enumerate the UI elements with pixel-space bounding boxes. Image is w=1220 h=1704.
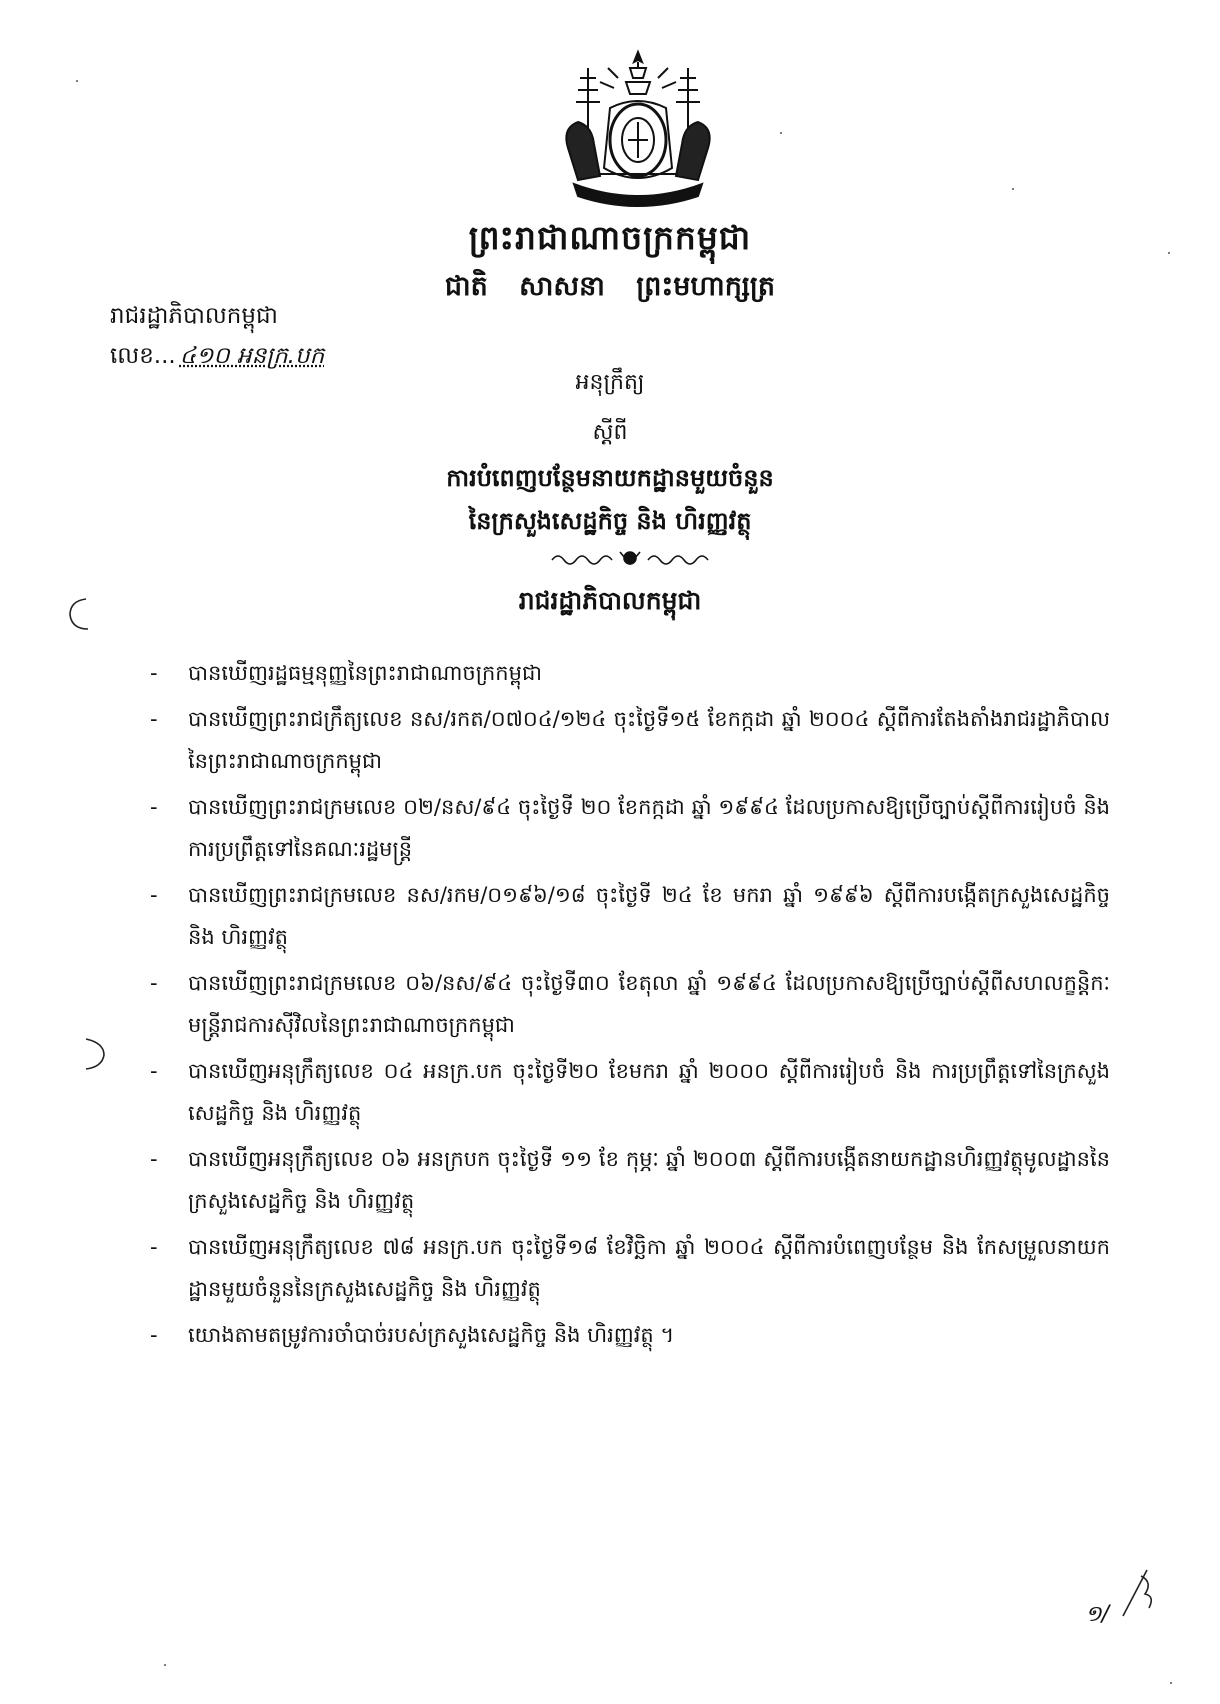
considerations-list — [150, 652, 1110, 1360]
bullet-dash: - — [150, 661, 158, 685]
consideration-text: បានឃើញព្រះរាជក្រមលេខ នស/រកម/០១៩៦/១៨ ចុះថ្ងៃទី ២៤ ខែ មករា ឆ្នាំ ១៩៩៦ ស្តីពីការបង្កើតក្រសួងសេដ្ឋកិច្ច និង ហិរញ្ញវត្ថុ — [188, 883, 1110, 949]
list-item — [150, 652, 1110, 694]
about-label: ស្តីពី — [592, 420, 628, 445]
royal-coat-of-arms-emblem — [548, 48, 728, 213]
kingdom-heading: ព្រះរាជាណាចក្រកម្ពុជា — [468, 218, 752, 257]
list-item — [150, 962, 1110, 1046]
bullet-dash: - — [150, 1323, 158, 1347]
scan-speck — [1170, 1682, 1172, 1684]
consideration-text: យោងតាមតម្រូវការចាំបាច់របស់ក្រសួងសេដ្ឋកិច្ច និង ហិរញ្ញវត្ថុ ។ — [188, 1323, 675, 1347]
reference-number: ៤១០ អនក្រ.បក — [179, 343, 325, 369]
scan-speck — [76, 80, 78, 82]
consideration-text: បានឃើញព្រះរាជក្រឹត្យលេខ នស/រកត/០៧០៤/១២៤ ចុះថ្ងៃទី១៥ ខែកក្កដា ឆ្នាំ ២០០៤ ស្តីពីការតែងតាំងរាជរដ្ឋាភិបាលនៃព្រះរាជាណាចក្រកម្ពុជា — [188, 707, 1110, 773]
subject-line-1: ការបំពេញបន្ថែមនាយកដ្ឋានមួយចំនួន — [446, 464, 774, 492]
consideration-text: បានឃើញអនុក្រឹត្យលេខ ០៤ អនក្រ.បក ចុះថ្ងៃទី២០ ខែមករា ឆ្នាំ ២០០០ ស្តីពីការរៀបចំ និង ការប្រព្រឹត្តទៅនៃក្រសួងសេដ្ឋកិច្ច និង ហិរញ្ញវត្ថុ — [188, 1059, 1110, 1125]
list-item — [150, 874, 1110, 958]
consideration-text: បានឃើញព្រះរាជក្រមលេខ ០៦/នស/៩៤ ចុះថ្ងៃទី៣០ ខែតុលា ឆ្នាំ ១៩៩៤ ដែលប្រកាសឱ្យប្រើច្បាប់ស្តីពីសហលក្ខន្តិកៈមន្ត្រីរាជការស៊ីវិលនៃព្រះរាជាណាចក្រកម្ពុជា — [188, 971, 1110, 1037]
list-item — [150, 786, 1110, 870]
list-item — [150, 1050, 1110, 1134]
punch-hole-mark — [76, 1035, 112, 1073]
scan-speck — [1012, 188, 1014, 190]
page-number-mark: ១/ — [1085, 1602, 1110, 1627]
bullet-dash: - — [150, 1147, 158, 1171]
punch-hole-mark — [64, 595, 100, 633]
scan-speck — [1168, 252, 1170, 254]
reference-label: លេខ... — [110, 343, 176, 369]
bullet-dash: - — [150, 971, 158, 995]
consideration-text: បានឃើញរដ្ឋធម្មនុញ្ញនៃព្រះរាជាណាចក្រកម្ពុជា — [188, 661, 542, 685]
issuing-government-label: រាជរដ្ឋាភិបាលកម្ពុជា — [110, 303, 278, 329]
consideration-text: បានឃើញអនុក្រឹត្យលេខ ៧៨ អនក្រ.បក ចុះថ្ងៃទី១៨ ខែវិច្ឆិកា ឆ្នាំ ២០០៤ ស្តីពីការបំពេញបន្ថែម និង កែសម្រួលនាយកដ្ឋានមួយចំនួននៃក្រសួងសេដ្ឋកិច្ច និង ហិរញ្ញវត្ថុ — [188, 1235, 1110, 1301]
bullet-dash: - — [150, 883, 158, 907]
national-motto: ជាតិ សាសនា ព្រះមហាក្សត្រ — [444, 271, 776, 302]
scan-speck — [164, 1664, 166, 1666]
issuer-heading: រាជរដ្ឋាភិបាលកម្ពុជា — [518, 586, 702, 615]
document-type: អនុក្រឹត្យ — [575, 370, 645, 395]
list-item — [150, 1138, 1110, 1222]
list-item — [150, 1314, 1110, 1356]
ornamental-divider — [548, 548, 712, 570]
bullet-dash: - — [150, 1059, 158, 1083]
list-item — [150, 698, 1110, 782]
subject-line-2: នៃក្រសួងសេដ្ឋកិច្ច និង ហិរញ្ញវត្ថុ — [468, 507, 752, 535]
scan-speck — [780, 132, 782, 134]
bullet-dash: - — [150, 707, 158, 731]
consideration-text: បានឃើញព្រះរាជក្រមលេខ ០២/នស/៩៤ ចុះថ្ងៃទី ២០ ខែកក្កដា ឆ្នាំ ១៩៩៤ ដែលប្រកាសឱ្យប្រើច្បាប់ស្តីពីការរៀបចំ និង ការប្រព្រឹត្តទៅនៃគណៈរដ្ឋមន្ត្រី — [188, 795, 1110, 861]
bullet-dash: - — [150, 1235, 158, 1259]
bullet-dash: - — [150, 795, 158, 819]
list-item — [150, 1226, 1110, 1310]
consideration-text: បានឃើញអនុក្រឹត្យលេខ ០៦ អនក្របក ចុះថ្ងៃទី ១១ ខែ កុម្ភៈ ឆ្នាំ ២០០៣ ស្តីពីការបង្កើតនាយកដ្ឋានហិរញ្ញវត្ថុមូលដ្ឋាននៃក្រសួងសេដ្ឋកិច្ច និង ហិរញ្ញវត្ថុ — [188, 1147, 1111, 1213]
